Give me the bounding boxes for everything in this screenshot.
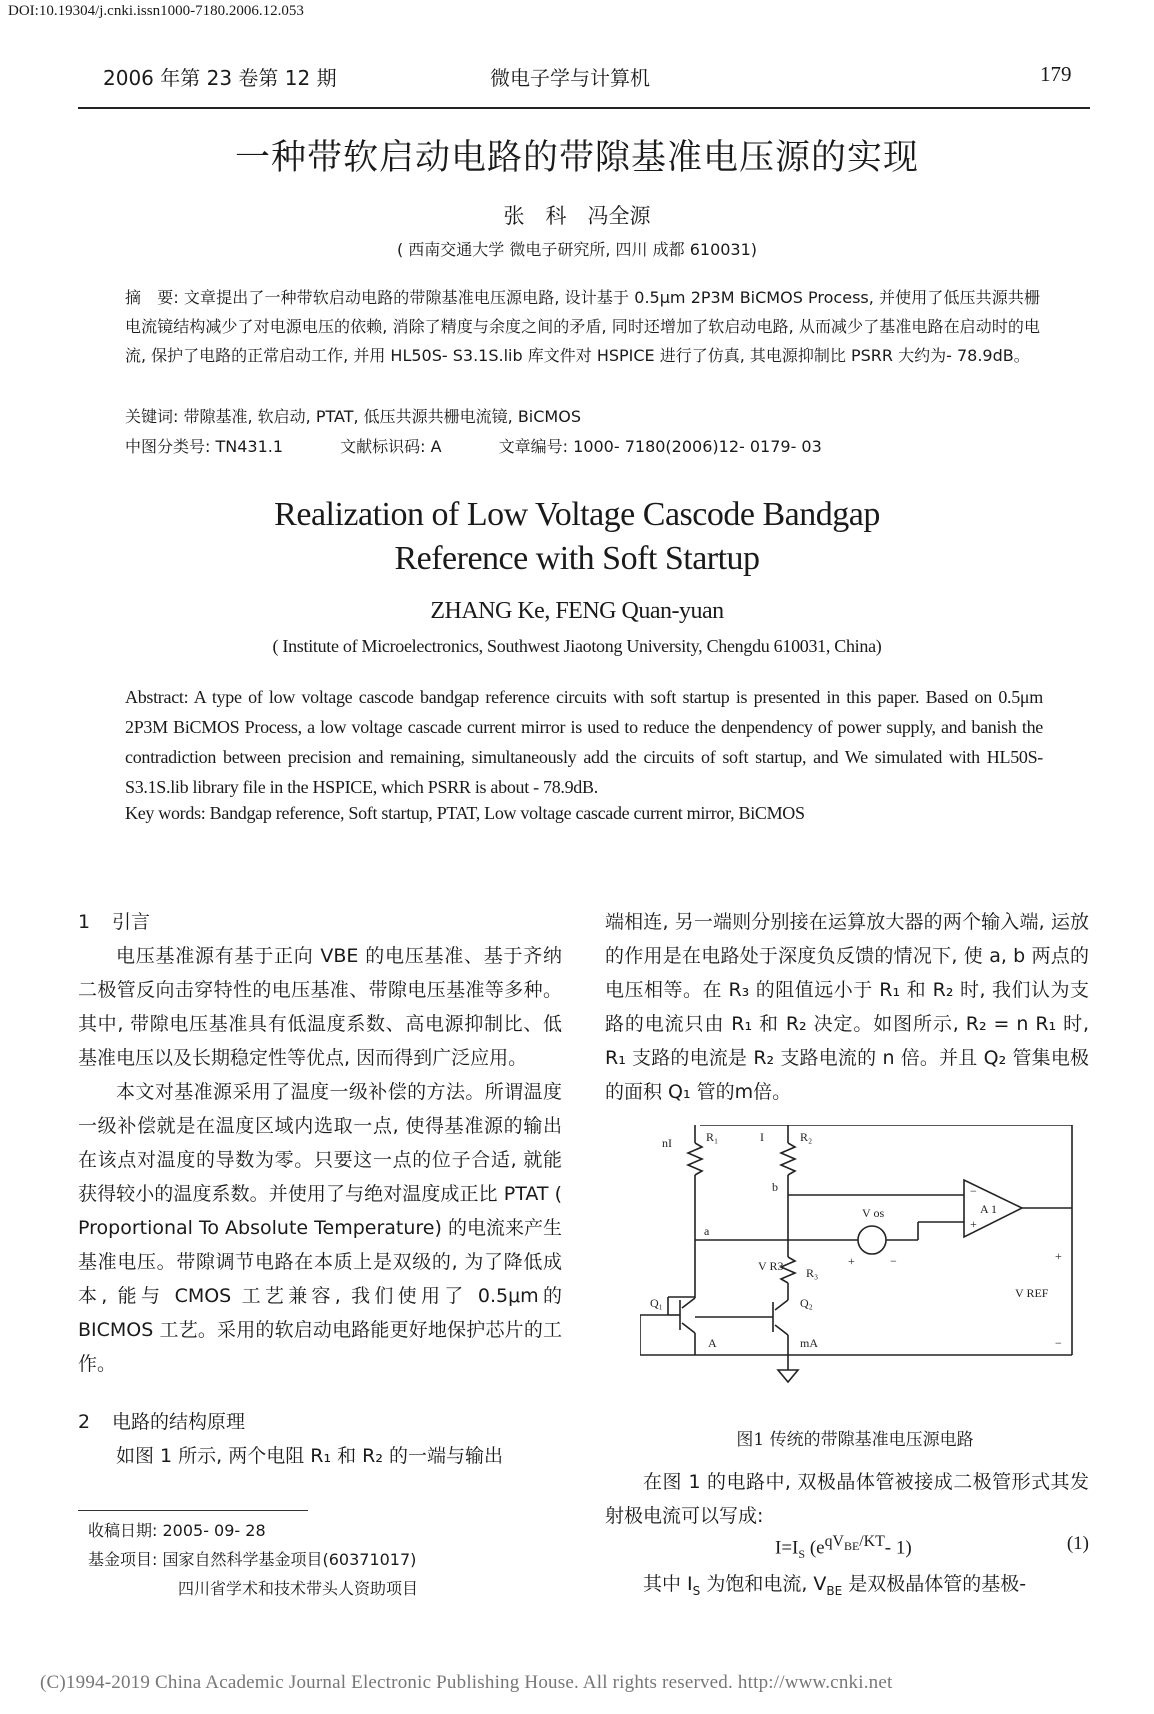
right-column-continued xyxy=(605,1465,1089,1533)
paragraph: 端相连, 另一端则分别接在运算放大器的两个输入端, 运放的作用是在电路处于深度负反馈的情况下, 使 a, b 两点的电压相等。在 R₃ 的阻值远小于 R₁ 和 R₂ 时, 我们认为支路的电流只由 R₁ 和 R₂ 决定。如图所示, R₂ = n R₁ 时, R₁ 支路的电流是 R₂ 支路电流的 n 倍。并且 Q₂ 管集电极的面积 Q₁ 管的m倍。 xyxy=(605,911,1089,1103)
right-column xyxy=(605,905,1089,1109)
chinese-affiliation: ( 西南交通大学 微电子研究所, 四川 成都 610031) xyxy=(396,240,758,259)
label-area-ma: mA xyxy=(800,1336,818,1350)
label-area-a: A xyxy=(708,1336,717,1350)
footnote-rule xyxy=(78,1510,308,1511)
vos-minus: − xyxy=(890,1254,897,1268)
label-vref: V REF xyxy=(1015,1286,1049,1300)
doi-line: DOI:10.19304/j.cnki.issn1000-7180.2006.12.053 xyxy=(8,3,304,19)
fund-project-2: 四川省学术和技术带头人资助项目 xyxy=(178,1579,419,1598)
section-heading-1 xyxy=(78,905,562,939)
paragraph: 如图 1 所示, 两个电阻 R₁ 和 R₂ 的一端与输出 xyxy=(116,1445,504,1467)
opamp-plus: + xyxy=(970,1217,977,1231)
header-rule xyxy=(78,107,1090,109)
paragraph: 电压基准源有基于正向 VBE 的电压基准、基于齐纳二极管反向击穿特性的电压基准、带隙电压基准等多种。其中, 带隙电压基准具有低温度系数、高电源抑制比、低基准电压以及长期稳定性等优点, 因而得到广泛应用。 xyxy=(78,945,562,1069)
class-number: 中图分类号: TN431.1 xyxy=(125,437,284,456)
journal-name: 微电子学与计算机 xyxy=(490,66,650,90)
vref-minus: − xyxy=(1055,1336,1062,1350)
label-b: b xyxy=(772,1180,778,1194)
section-heading-2 xyxy=(78,1405,562,1439)
label-a1: A 1 xyxy=(980,1202,998,1216)
english-affiliation: ( Institute of Microelectronics, Southwest Jiaotong University, Chengdu 610031, China) xyxy=(272,636,882,656)
vos-plus: + xyxy=(848,1254,855,1268)
document-code: 文献标识码: A xyxy=(340,437,442,456)
label-a: a xyxy=(704,1224,710,1238)
label-vos: V os xyxy=(862,1206,885,1220)
left-column xyxy=(78,905,562,1473)
section-number: 1 xyxy=(78,911,91,933)
section-title: 引言 xyxy=(112,911,151,933)
equation-body: $I=I_S$ ($e^{qV_{BE}/KT}-$ 1) xyxy=(775,1533,912,1562)
chinese-abstract: 摘 要: 文章提出了一种带软启动电路的带隙基准电压源电路, 设计基于 0.5μm 2P3M BiCMOS Process, 并使用了低压共源共栅电流镜结构减少了对电源电压的依赖, 消除了精度与余度之间的矛盾, 同时还增加了软启动电路, 从而减少了基准电路在启动时的电流, 保护了电路的正常启动工作, 并用 HL50S- S3.1S.lib 库文件对 HSPICE 进行了仿真, 其电源抑制比 PSRR 大约为- 78.9dB。 xyxy=(125,288,1040,365)
page-number: 179 xyxy=(1040,62,1072,86)
paragraph: 其中 $I_S$ 为饱和电流, $V_{BE}$ 是双极晶体管的基极- xyxy=(643,1573,1027,1598)
label-r2: R₂ xyxy=(800,1130,813,1144)
received-date: 收稿日期: 2005- 09- 28 xyxy=(88,1521,266,1540)
circuit-diagram xyxy=(640,1125,1090,1420)
article-number: 文章编号: 1000- 7180(2006)12- 0179- 03 xyxy=(498,437,822,456)
chinese-keywords: 关键词: 带隙基准, 软启动, PTAT, 低压共源共栅电流镜, BiCMOS xyxy=(125,407,581,426)
paragraph: 本文对基准源采用了温度一级补偿的方法。所谓温度一级补偿就是在温度区域内选取一点, 使得基准源的输出在该点对温度的导数为零。只要这一点的位子合适, 就能获得较小的温度系数。并使用了与绝对温度成正比 PTAT ( Proportional To Absolute Temperature) 的电流来产生基准电压。带隙调节电路在本质上是双级的, 为了降低成本, 能与 CMOS 工艺兼容, 我们使用了 0.5μm的 BICMOS 工艺。采用的软启动电路能更好地保护芯片的工作。 xyxy=(78,1081,562,1375)
english-keywords: Key words: Bandgap reference, Soft startup, PTAT, Low voltage cascade current mirror, BiCMOS xyxy=(125,803,805,823)
label-nI: nI xyxy=(662,1136,672,1150)
copyright-notice: (C)1994-2019 China Academic Journal Electronic Publishing House. All rights reserved. http://www.cnki.net xyxy=(40,1672,893,1693)
label-r1: R₁ xyxy=(706,1130,719,1144)
figure-caption: 图1 传统的带隙基准电压源电路 xyxy=(736,1430,974,1450)
section-number: 2 xyxy=(78,1411,91,1433)
chinese-authors: 张 科 冯全源 xyxy=(503,204,651,228)
right-column-end xyxy=(605,1567,1089,1608)
label-q2: Q₂ xyxy=(800,1296,813,1310)
english-title: Realization of Low Voltage Cascode Bandgap Reference with Soft Startup xyxy=(274,496,880,577)
classification-line xyxy=(125,434,1045,457)
vref-plus: + xyxy=(1055,1249,1062,1263)
label-i: I xyxy=(760,1130,764,1144)
fund-project: 基金项目: 国家自然科学基金项目(60371017) xyxy=(88,1550,417,1569)
opamp-minus: − xyxy=(970,1184,977,1198)
equation-number: (1) xyxy=(1066,1533,1089,1554)
english-abstract: Abstract: A type of low voltage cascode bandgap reference circuits with soft startup is presented in this paper. Based on 0.5μm 2P3M BiCMOS Process, a low voltage cascade current mirror is used to reduce the denpendency of power supply, and banish the contradiction between precision and remaining, simultaneously add the circuits of soft startup, and We simulated with HL50S- S3.1S.lib library file in the HSPICE, which PSRR is about - 78.9dB. xyxy=(125,687,1043,797)
paragraph: 在图 1 的电路中, 双极晶体管被接成二极管形式其发射极电流可以写成: xyxy=(605,1471,1089,1527)
label-q1: Q₁ xyxy=(650,1296,663,1310)
english-authors: ZHANG Ke, FENG Quan-yuan xyxy=(430,598,724,624)
label-r3: R₃ xyxy=(806,1266,819,1280)
label-vr3: V R3 xyxy=(758,1259,784,1273)
section-title: 电路的结构原理 xyxy=(112,1411,246,1433)
chinese-title: 一种带软启动电路的带隙基准电压源的实现 xyxy=(234,138,919,178)
issue-info: 2006 年第 23 卷第 12 期 xyxy=(103,66,337,90)
